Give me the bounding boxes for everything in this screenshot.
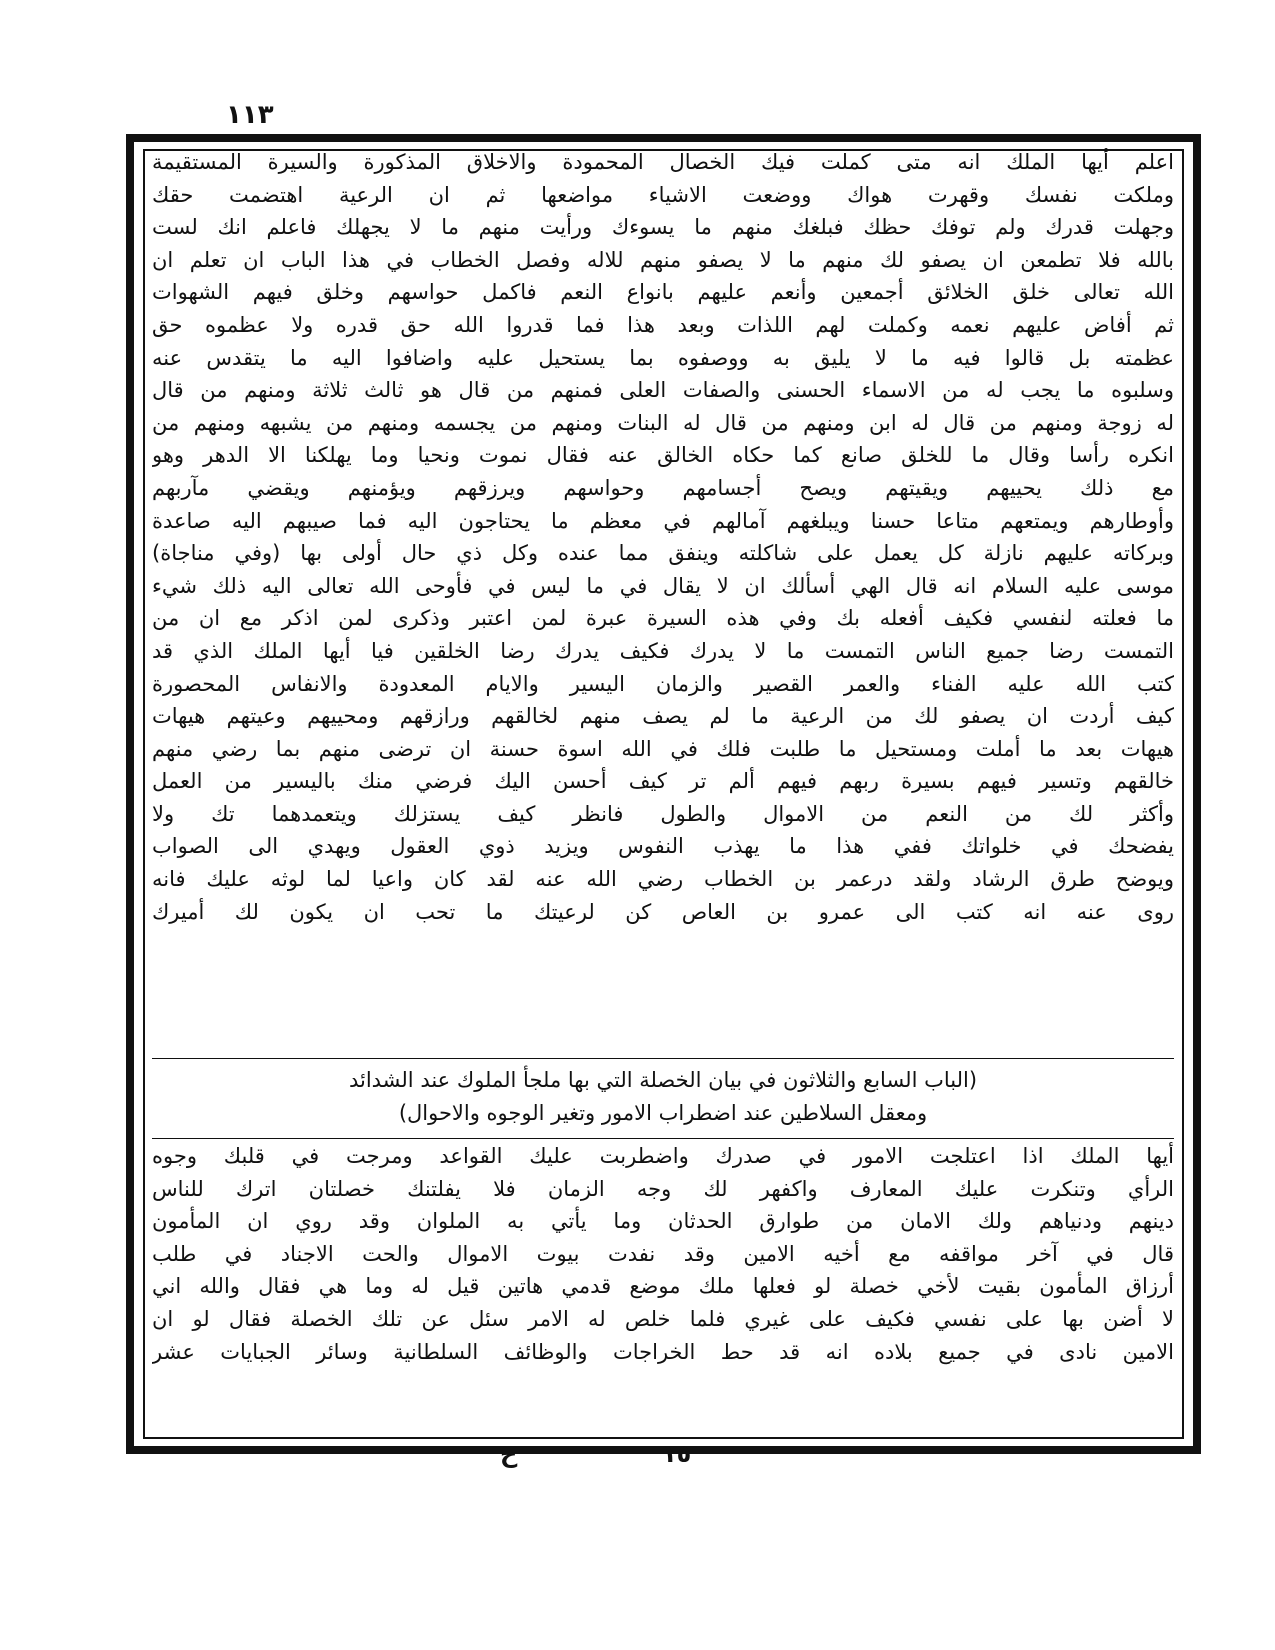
text-line: موسى عليه السلام انه قال الهي أسألك ان لا يقال في ما ليس في فأوحى الله تعالى اليه ذلك شيء: [152, 573, 1174, 598]
text-line: وملكت نفسك وقهرت هواك ووضعت الاشياء مواضعها ثم ان الرعية اهتضمت حقك: [152, 182, 1174, 207]
text-line: وأوطارهم ويمتعهم متاعا حسنا ويبلغهم آمالهم في معظم ما يحتاجون اليه فما صيبهم اليه صاعدة: [152, 508, 1174, 533]
text-line: وجهلت قدرك ولم توفك حظك فبلغك منهم ما يسوءك ورأيت منهم ما لا يجهلك فاعلم انك لست: [152, 215, 1174, 240]
chapter-heading: [152, 1064, 1174, 1130]
text-line: وأكثر لك من النعم من الاموال والطول فانظر كيف يستزلك ويتعمدهما تك ولا: [152, 801, 1174, 826]
text-line: اعلم أيها الملك انه متى كملت فيك الخصال المحمودة والاخلاق المذكورة والسيرة المستقيمة: [152, 150, 1174, 174]
heading-bottom-rule: [152, 1138, 1174, 1139]
text-line: انكره رأسا وقال ما للخلق صانع كما حكاه الخالق عنه فقال نموت ونحيا وما يهلكنا الا الدهر وهو: [152, 443, 1174, 468]
text-line: يفضحك في خلواتك ففي هذا ما يهذب النفوس ويزيد ذوي العقول ويهدي الى الصواب: [152, 834, 1174, 859]
text-line: عظمته بل قالوا فيه ما لا يليق به ووصفوه بما يستحيل عليه واضافوا اليه ما يتقدس عنه: [152, 345, 1174, 370]
text-line: له زوجة ومنهم من قال له ابن ومنهم من قال له البنات ومنهم من يجسمه ومنهم من يشبهه ومنهم من: [152, 410, 1174, 435]
text-line: كيف أردت ان يصفو لك من الرعية ما لم يصف منهم لخالقهم ورازقهم ومحييهم وعيتهم هيهات: [152, 704, 1174, 729]
text-line: لا أضن بها على نفسي فكيف على غيري فلما خلص له الامر سئل عن تلك الخصلة فقال لو ان: [152, 1306, 1174, 1331]
heading-top-rule: [152, 1058, 1174, 1059]
text-line: الله تعالى خلق الخلائق أجمعين وأنعم عليهم بانواع النعم فاكمل حواسهم وخلق فيهم الشهوات: [152, 280, 1174, 305]
text-line: خالقهم وتسير فيهم بسيرة ربهم فيهم ألم تر كيف أحسن اليك فرضي منك باليسير من العمل: [152, 769, 1174, 794]
text-line: هيهات بعد ما أملت ومستحيل ما طلبت فلك في الله اسوة حسنة ان ترضى منهم بما رضي منهم: [152, 736, 1174, 761]
folio-number: ١٥: [662, 1440, 692, 1468]
heading-line: ومعقل السلاطين عند اضطراب الامور وتغير الوجوه والاحوال): [398, 1101, 928, 1125]
text-line: ويوضح طرق الرشاد ولقد درعمر بن الخطاب رضي الله عنه لقد كان واعيا لما لوثه عليك فانه: [152, 867, 1174, 892]
text-line: الامين نادى في جميع بلاده انه قد حط الخراجات والوظائف السلطانية وسائر الجبايات عشر: [152, 1339, 1174, 1364]
text-line: وبركاته عليهم نازلة كل يعمل على شاكلته وينفق مما عنده وكل ذي حال أولى بها (وفي مناجاة): [152, 541, 1174, 566]
text-line: الرأي وتنكرت عليك المعارف واكفهر لك وجه الزمان فلا يفلتنك خصلتان اترك للناس: [152, 1176, 1174, 1201]
text-line: وسلبوه ما يجب له من الاسماء الحسنى والصفات العلى فمنهم من قال هو ثالث ثلاثة ومنهم من قال: [152, 378, 1174, 403]
text-line: روى عنه انه كتب الى عمرو بن العاص كن لرعيتك ما تحب ان يكون لك أميرك: [152, 899, 1174, 924]
signature-mark: ح: [500, 1440, 518, 1468]
page-number: ١١٣: [226, 100, 274, 130]
text-line: كتب الله عليه الفناء والعمر القصير والزمان اليسير والايام المعدودة والانفاس المحصورة: [152, 671, 1174, 696]
body-text-bottom: [152, 1140, 1174, 1368]
text-line: دينهم ودنياهم ولك الامان من طوارق الحدثان وما يأتي به الملوان وقد روي ان المأمون: [152, 1209, 1174, 1234]
text-line: ما فعلته لنفسي فكيف أفعله بك وفي هذه السيرة عبرة لمن اعتبر وذكرى لمن اذكر مع ان من: [152, 606, 1174, 631]
text-line: أرزاق المأمون بقيت لأخي خصلة لو فعلها ملك موضع قدمي هاتين قيل له وما هي فقال والله اني: [152, 1274, 1174, 1299]
text-line: التمست رضا جميع الناس التمست ما لا يدرك فكيف يدرك رضا الخلقين فيا أيها الملك الذي قد: [152, 638, 1174, 663]
text-line: ثم أفاض عليهم نعمه وكملت لهم اللذات وبعد هذا فما قدروا الله حق قدره ولا عظموه حق: [152, 312, 1174, 337]
text-line: مع ذلك يحييهم ويقيتهم ويصح أجسامهم وحواسهم ويرزقهم ويؤمنهم ويقضي مآربهم: [152, 475, 1174, 500]
heading-line: (الباب السابع والثلاثون في بيان الخصلة التي بها ملجأ الملوك عند الشدائد: [348, 1068, 978, 1092]
text-line: أيها الملك اذا اعتلجت الامور في صدرك واضطربت عليك القواعد ومرجت في قلبك وجوه: [152, 1144, 1174, 1168]
text-line: بالله فلا تطمعن ان يصفو لك منهم ما لا يصفو منهم للاله وفصل الخطاب في هذا الباب ان تعلم ان: [152, 247, 1174, 272]
text-line: قال في آخر مواقفه مع أخيه الامين وقد نفدت بيوت الاموال والحت الاجناد في طلب: [152, 1241, 1174, 1266]
body-text-top: [152, 146, 1174, 928]
